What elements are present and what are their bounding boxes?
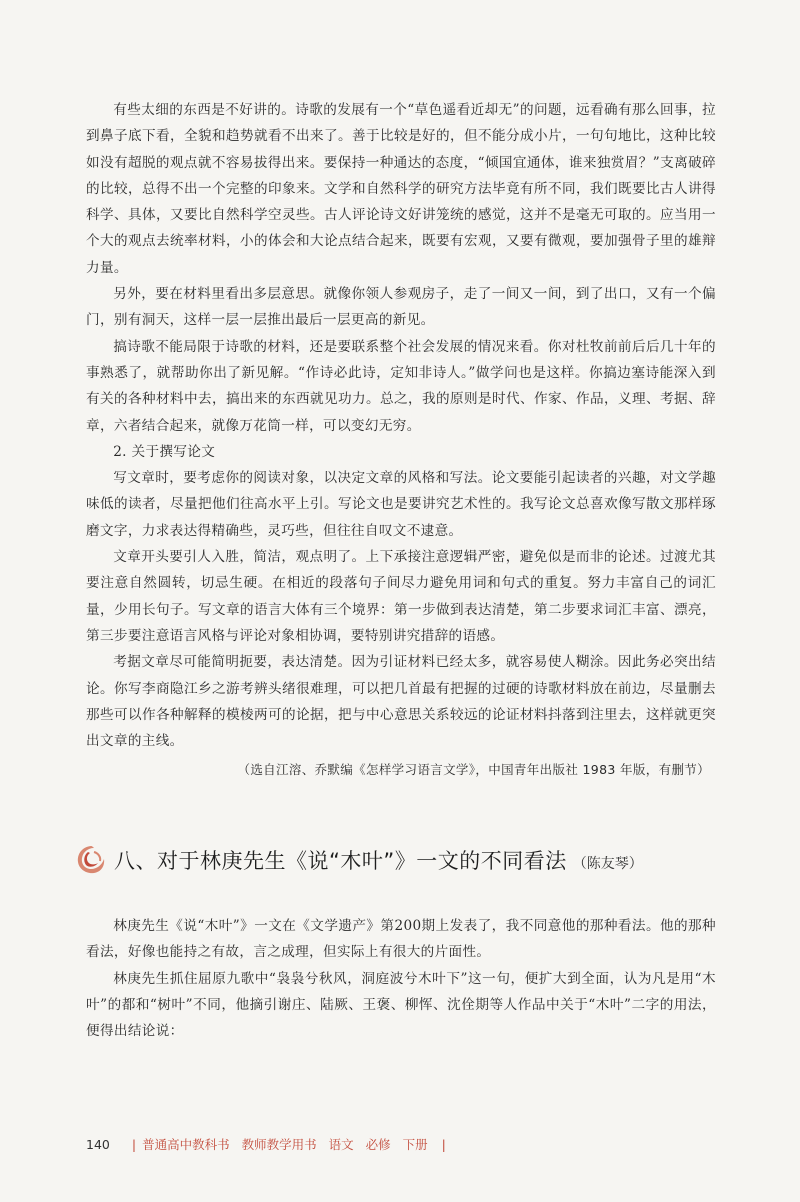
section-author: （陈友琴） <box>572 855 643 872</box>
series-label: 语文 <box>328 1137 354 1152</box>
paragraph: 有些太细的东西是不好讲的。诗歌的发展有一个“草色遥看近却无”的问题，远看确有那么回事，拉到鼻子底下看，全貌和趋势就看不出来了。善于比较是好的，但不能分成小片，一句句地比，这种比较如没有超脱的观点就不容易拔得出来。要保持一种通达的态度，“倾国宜通体，谁来独赏眉？”支离破碎的比较，总得不出一个完整的印象来。文学和自然科学的研究方法毕竟有所不同，我们既要比古人讲得科学、具体，又要比自然科学空灵些。古人评论诗文好讲笼统的感觉，这并不是毫无可取的。应当用一个大的观点去统率材料，小的体会和大论点结合起来，既要有宏观，又要有微观，要加强骨子里的雄辩力量。 <box>86 102 716 276</box>
paragraph: 林庚先生抓住屈原九歌中“袅袅兮秋风，洞庭波兮木叶下”这一句，便扩大到全面，认为凡是用“木叶”的都和“树叶”不同，他摘引谢庄、陆厥、王褒、柳恽、沈佺期等人作品中关于“木叶”二字的用法，便得出结论说： <box>86 970 716 1040</box>
body-text-top <box>86 97 716 784</box>
section-title: 八、对于林庚先生《说“木叶”》一文的不同看法 <box>114 849 567 873</box>
paragraph: 另外，要在材料里看出多层意思。就像你领人参观房子，走了一间又一间，到了出口，又有一个偏门，别有洞天，这样一层一层推出最后一层更高的新见。 <box>86 286 716 329</box>
page-number: 140 <box>86 1136 110 1152</box>
section-heading <box>74 838 734 882</box>
subheading: 2. 关于撰写论文 <box>113 443 216 460</box>
book-series <box>142 1135 436 1153</box>
paragraph: 考据文章尽可能简明扼要，表达清楚。因为引证材料已经太多，就容易使人糊涂。因此务必突出结论。你写李商隐江乡之游考辨头绪很难理，可以把几首最有把握的过硬的诗歌材料放在前边，尽量删去那些可以作各种解释的模棱两可的论据，把与中心意思关系较远的论证材料抖落到注里去，这样就更突出文章的主线。 <box>86 654 716 750</box>
paragraph: 文章开头要引人入胜，简洁，观点明了。上下承接注意逻辑严密，避免似是而非的论述。过渡尤其要注意自然圆转，切忌生硬。在相近的段落句子间尽力避免用词和句式的重复。努力丰富自己的词汇量，少用长句子。写文章的语言大体有三个境界：第一步做到表达清楚，第二步要求词汇丰富、漂亮，第三步要注意语言风格与评论对象相协调，要特别讲究措辞的语感。 <box>86 549 716 644</box>
series-label: 必修 <box>365 1137 391 1152</box>
paragraph: 写文章时，要考虑你的阅读对象，以决定文章的风格和写法。论文要能引起读者的兴趣，对文学趣味低的读者，尽量把他们往高水平上引。写论文也是要讲究艺术性的。我写论文总喜欢像写散文那样琢磨文字，力求表达得精确些，灵巧些，但往往自叹文不逮意。 <box>86 470 716 539</box>
footer-divider: | <box>441 1136 446 1152</box>
page-footer <box>86 1134 452 1154</box>
body-text-bottom <box>86 913 716 1044</box>
series-label: 教师教学用书 <box>241 1137 317 1152</box>
source-note: （选自江溶、乔默编《怎样学习语言文学》，中国青年出版社 1983 年版，有删节） <box>237 762 710 778</box>
paragraph: 林庚先生《说“木叶”》一文在《文学遗产》第200期上发表了，我不同意他的那种看法。他的那种看法，好像也能持之有故，言之成理，但实际上有很大的片面性。 <box>86 918 716 961</box>
series-label: 下册 <box>402 1137 428 1152</box>
series-label: 普通高中教科书 <box>142 1137 230 1152</box>
footer-divider: | <box>131 1136 137 1152</box>
section-leaf-icon <box>74 843 108 877</box>
paragraph: 搞诗歌不能局限于诗歌的材料，还是要联系整个社会发展的情况来看。你对杜牧前前后后几十年的事熟悉了，就帮助你出了新见解。“作诗必此诗，定知非诗人。”做学问也是这样。你搞边塞诗能深入到有关的各种材料中去，搞出来的东西就见功力。总之，我的原则是时代、作家、作品，义理、考据、辞章，六者结合起来，就像万花筒一样，可以变幻无穷。 <box>86 338 716 434</box>
